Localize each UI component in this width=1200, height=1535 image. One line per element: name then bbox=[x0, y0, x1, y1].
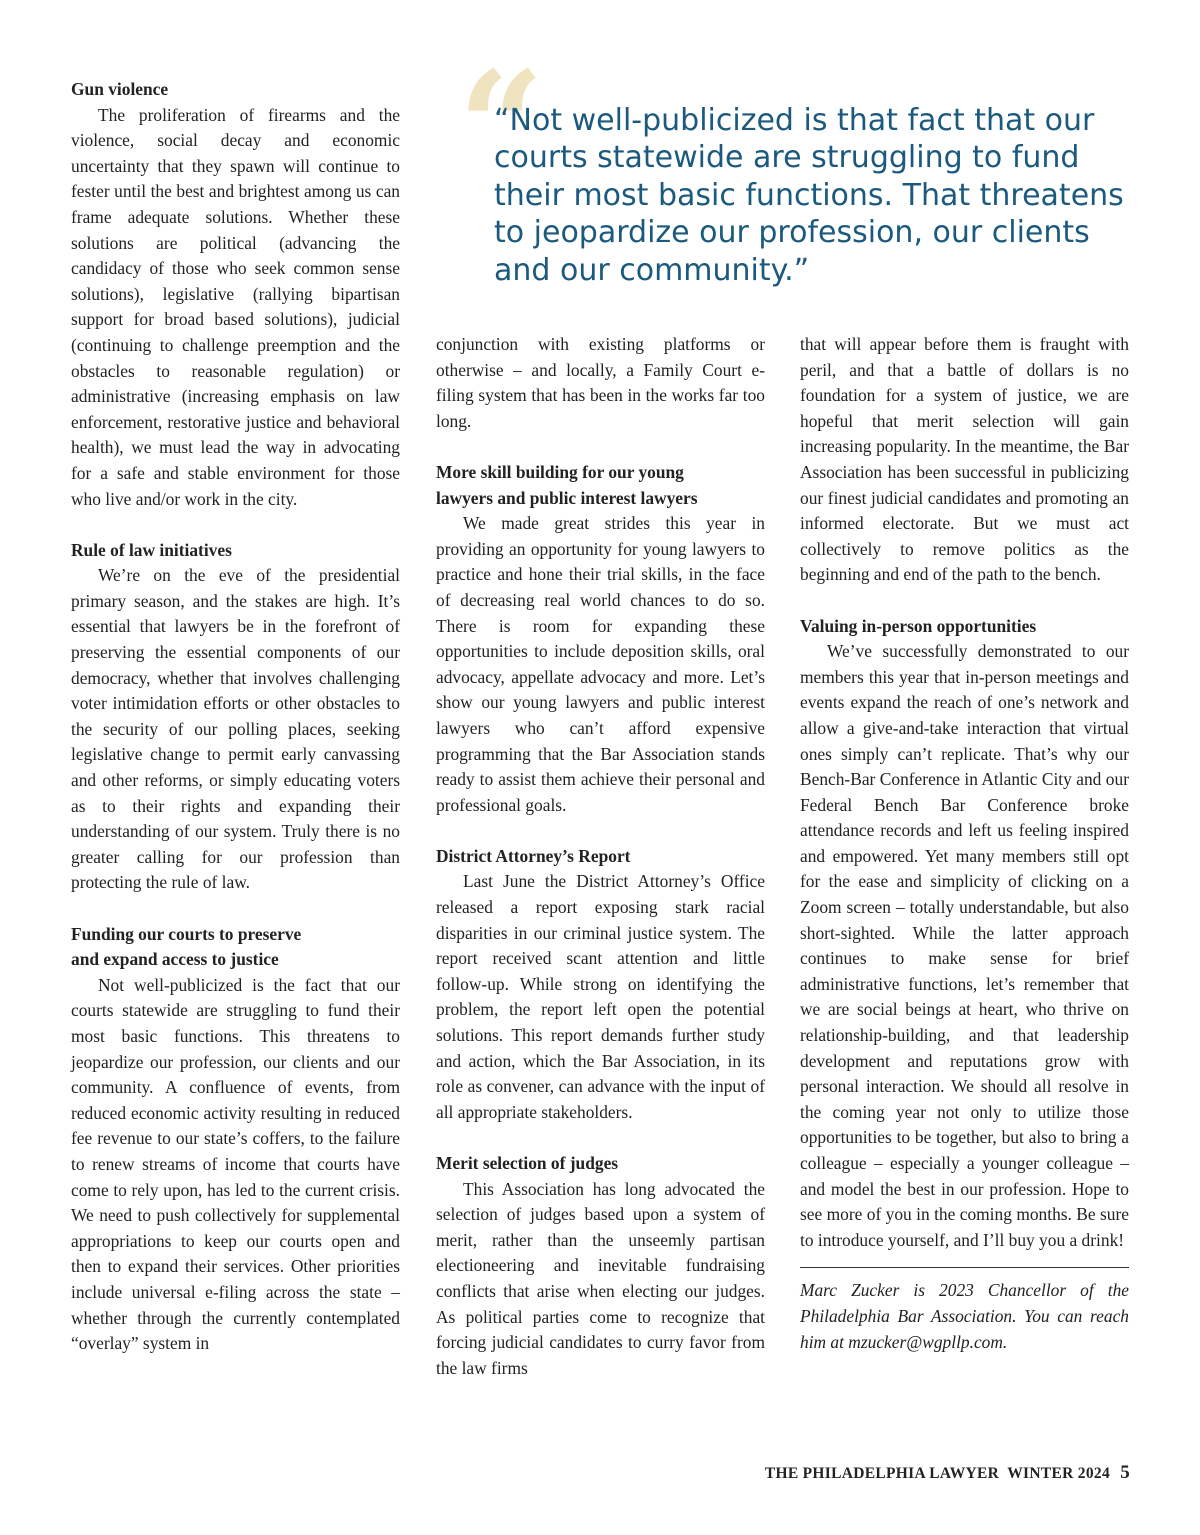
section-heading-skill-building bbox=[436, 460, 765, 511]
paragraph-skill-building: We made great strides this year in providing an opportunity for young lawyers to practice and hone their trial skills, in the face of decreasing real world chances to do so. There is room for expanding these opportunities to include deposition skills, oral advocacy, appellate advocacy and more. Let’s show our young lawyers and public interest lawyers who can’t afford expensive programming that the Bar Association stands ready to assist them achieve their personal and professional goals. bbox=[436, 513, 765, 815]
section-heading-gun-violence: Gun violence bbox=[71, 79, 169, 99]
section-heading-in-person: Valuing in-person opportunities bbox=[800, 615, 1037, 636]
column-1 bbox=[71, 77, 400, 1357]
section-heading-merit-selection: Merit selection of judges bbox=[436, 1153, 619, 1173]
heading-line: lawyers and public interest lawyers bbox=[436, 487, 698, 508]
paragraph-rule-of-law: We’re on the eve of the presidential primary season, and the stakes are high. It’s essential that lawyers be in the forefront of preserving the essential components of our democracy, whether that involves challenging voter intimidation efforts or other obstacles to the security of our polling places, seeking legislative change to permit early canvassing and other reforms, or simply educating voters as to their rights and expanding their understanding of our system. Truly there is no greater calling for our profession than protecting the rule of law. bbox=[71, 565, 400, 893]
heading-line: Funding our courts to preserve bbox=[71, 923, 302, 944]
page-footer bbox=[765, 1462, 1130, 1484]
pull-quote-text: “Not well-publicized is that fact that our courts statewide are struggling to fund their most basic functions. That threatens to jeopardize our profession, our clients and our community.” bbox=[494, 103, 1124, 288]
quote-mark-icon: “ bbox=[458, 39, 545, 215]
page-number: 5 bbox=[1120, 1462, 1130, 1483]
section-heading-district-attorney: District Attorney’s Report bbox=[436, 845, 631, 866]
paragraph-funding-courts: Not well-publicized is the fact that our courts statewide are struggling to fund their most basic functions. This threatens to jeopardize our profession, our clients and our community. A confluence of events, from reduced economic activity resulting in reduced fee revenue to our state’s coffers, to the failure to renew streams of income that courts have come to rely upon, has led to the current crisis. We need to push collectively for supplemental appropriations to keep our courts open and then to expand their services. Other priorities include universal e-filing across the state – whether through the currently contemplated “overlay” system in bbox=[71, 974, 400, 1354]
heading-line: More skill building for our young bbox=[436, 461, 684, 482]
column-3 bbox=[800, 332, 1129, 1355]
paragraph-merit-selection-continued: that will appear before them is fraught with peril, and that a battle of dollars is no foundation for a system of justice, we are hopeful that merit selection will gain increasing popularity. In the meantime, the Bar Association has been successful in publicizing our finest judicial candidates and promoting an informed electorate. But we must act collectively to remove politics as the beginning and end of the path to the bench. bbox=[800, 334, 1129, 585]
paragraph-gun-violence: The proliferation of firearms and the violence, social decay and economic uncertainty that they spawn will continue to fester until the best and brightest among us can frame adequate solutions. Whether these solutions are political (advancing the candidacy of those who seek common sense solutions), legislative (rallying bipartisan support for broad based solutions), judicial (continuing to challenge preemption and the obstacles to reasonable regulation) or administrative (increasing emphasis on law enforcement, restorative justice and behavioral health), we must lead the way in advocating for a safe and stable environment for those who live and/or work in the city. bbox=[71, 104, 400, 509]
paragraph-in-person: We’ve successfully demonstrated to our members this year that in-person meetings and events expand the reach of one’s network and allow a give-and-take interaction that virtual ones simply can’t replicate. That’s why our Bench-Bar Conference in Atlantic City and our Federal Bench Bar Conference broke attendance records and left us feeling inspired and empowered. Yet many members still opt for the ease and simplicity of clicking on a Zoom screen – totally understandable, but also short-sighted. While the latter approach continues to make sense for brief administrative functions, let’s remember that we are social beings at heart, who thrive on relationship-building, and that leadership development and reputations grow with personal interaction. We should all resolve in the coming year not only to utilize those opportunities to be together, but also to bring a colleague – especially a younger colleague – and model the best in our profession. Hope to see more of you in the coming months. Be sure to introduce yourself, and I’ll buy you a drink! bbox=[800, 641, 1129, 1250]
heading-line: and expand access to justice bbox=[71, 949, 279, 970]
author-bio: Marc Zucker is 2023 Chancellor of the Philadelphia Bar Association. You can reach him at mzucker@wgpllp.com. bbox=[800, 1280, 1129, 1352]
section-heading-funding-courts bbox=[71, 922, 400, 973]
section-heading-rule-of-law: Rule of law initiatives bbox=[71, 539, 232, 560]
bio-divider bbox=[800, 1267, 1129, 1268]
issue-date: WINTER 2024 bbox=[1007, 1465, 1110, 1482]
paragraph-funding-courts-continued: conjunction with existing platforms or otherwise – and locally, a Family Court e-filing system that has been in the works far too long. bbox=[436, 334, 765, 431]
publication-name: THE PHILADELPHIA LAWYER bbox=[764, 1465, 1000, 1482]
paragraph-merit-selection: This Association has long advocated the selection of judges based upon a system of merit, rather than the unseemly partisan electioneering and inevitable fundraising conflicts that arise when electing our judges. As political parties come to recognize that forcing judicial candidates to curry favor from the law firms bbox=[436, 1178, 765, 1378]
pull-quote bbox=[458, 39, 1138, 300]
column-2 bbox=[436, 332, 765, 1381]
paragraph-district-attorney: Last June the District Attorney’s Office released a report exposing stark racial disparities in our criminal justice system. The report received scant attention and little follow-up. While strong on identifying the problem, the report left open the potential solutions. This report demands further study and action, which the Bar Association, in its role as convener, can advance with the input of all appropriate stakeholders. bbox=[436, 871, 765, 1122]
